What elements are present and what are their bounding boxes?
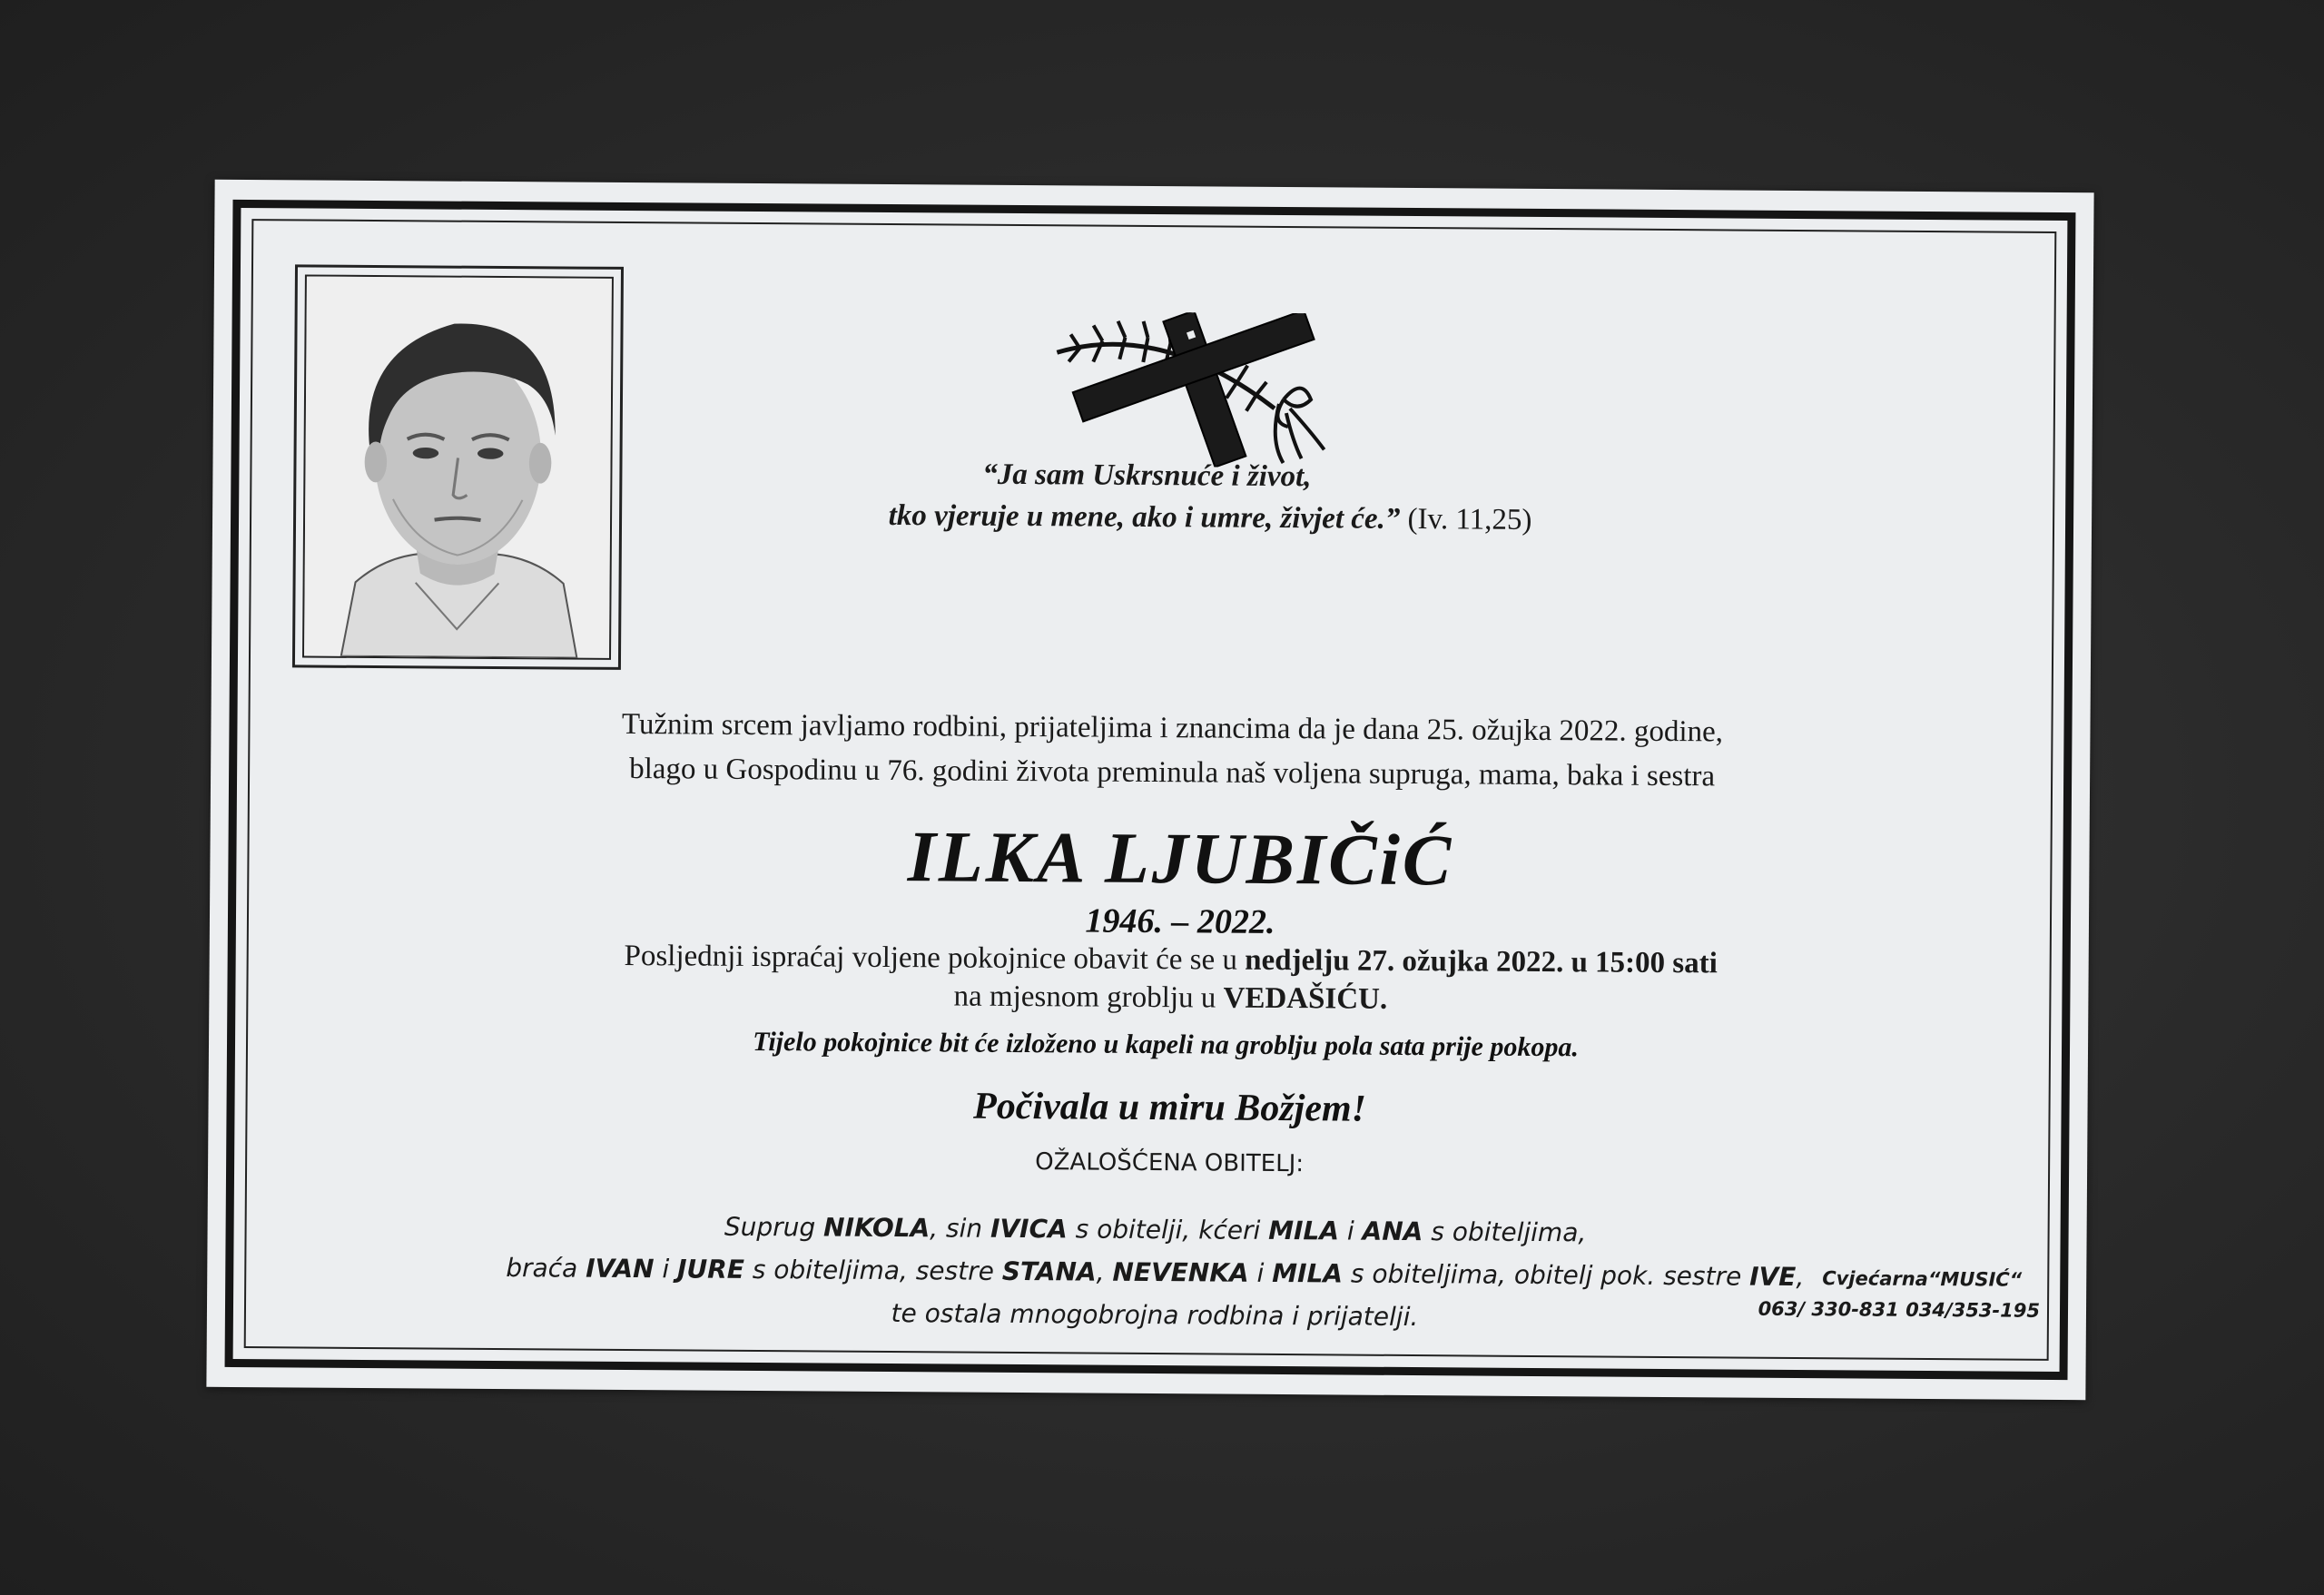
rest-in-peace: Počivala u miru Božjem!: [972, 1085, 1367, 1130]
announcement-line-2: blago u Gospodinu u 76. godini života preminula naš voljena supruga, mama, baka i sestra: [629, 752, 1716, 793]
quote-line-1: “Ja sam Uskrsnuće i život,: [982, 458, 1312, 494]
family-line-1: Suprug NIKOLA, sin IVICA s obitelji, kćeri MILA i ANA s obiteljima,: [724, 1211, 1587, 1248]
quote-line-2: tko vjeruje u mene, ako i umre, živjet će.”: [888, 498, 1401, 536]
family-line-3: te ostala mnogobrojna rodbina i prijatelji.: [891, 1298, 1419, 1333]
family-line-2: braća IVAN i JURE s obiteljima, sestre STANA, NEVENKA i MILA s obiteljima, obitelj pok. sestre IVE,: [506, 1253, 1805, 1293]
death-announcement: [419, 701, 1926, 801]
funeral-place: VEDAŠIĆU.: [1223, 981, 1388, 1016]
funeral-line-1-text: Posljednji ispraćaj voljene pokojnice obavit će se u: [624, 939, 1246, 977]
portrait-image: [304, 277, 612, 658]
obituary-notice: [206, 180, 2093, 1400]
funeral-date-time: nedjelju 27. ožujka 2022. u 15:00 sati: [1245, 943, 1718, 980]
florist-name: Cvjećarna“MUSIĆ“: [1822, 1267, 2023, 1291]
florist-phones: 063/ 330-831 034/353-195: [1758, 1297, 2041, 1322]
bible-quote: [747, 452, 1674, 542]
florist-info: [1740, 1263, 2040, 1326]
family-list: [369, 1203, 1941, 1342]
announcement-line-1: Tužnim srcem javljamo rodbini, prijateljima i znancima da je dana 25. ožujka 2022. godine,: [621, 707, 1724, 749]
funeral-line-2-text: na mjesnom groblju u: [953, 980, 1224, 1015]
deceased-name: ILKA LJUBIČiĆ: [907, 817, 1454, 901]
black-border: [225, 200, 2076, 1380]
quote-reference: (Iv. 11,25): [1407, 502, 1532, 537]
family-heading: OŽALOŠĆENA OBITELJ:: [1035, 1148, 1305, 1178]
funeral-details: [417, 935, 1925, 1022]
portrait-frame: [292, 264, 624, 670]
viewing-note: Tijelo pokojnice bit će izloženo u kapeli na groblju pola sata prije pokopa.: [753, 1026, 1580, 1063]
life-years: 1946. – 2022.: [1085, 901, 1275, 941]
portrait-photo: [302, 274, 614, 659]
cross-with-palm-icon: [1051, 311, 1352, 468]
